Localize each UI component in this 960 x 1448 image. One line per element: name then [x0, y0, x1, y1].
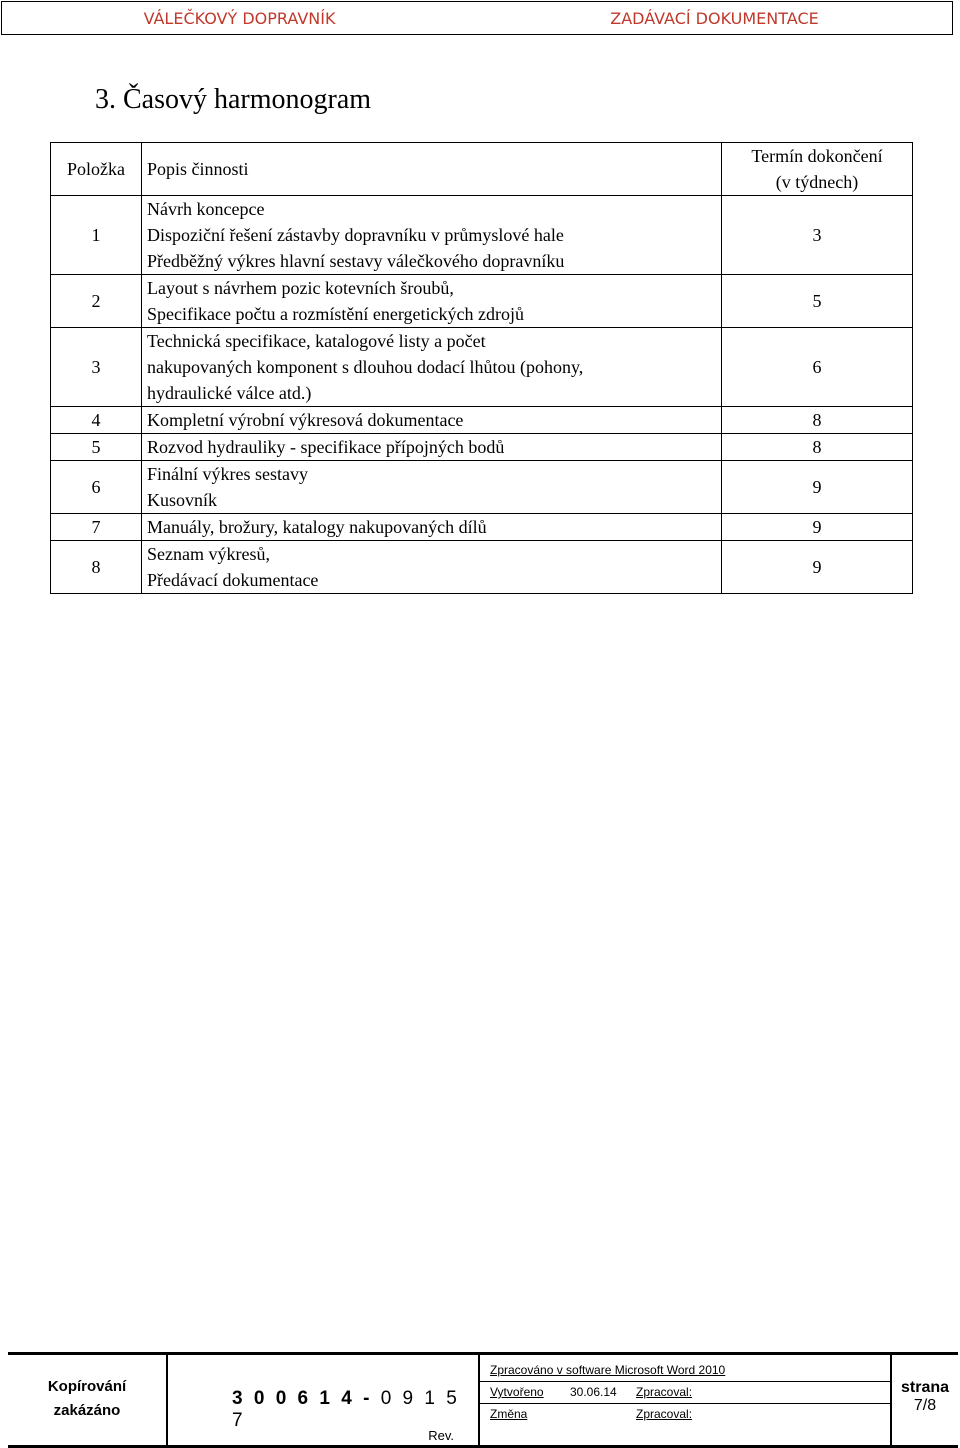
row-description — [142, 461, 722, 514]
header-left-title: VÁLEČKOVÝ DOPRAVNÍK — [143, 8, 336, 28]
table-row — [51, 541, 913, 594]
created-date: 30.06.14 — [570, 1385, 617, 1399]
header-term-line1: Termín dokončení — [751, 146, 883, 166]
schedule-table — [50, 142, 913, 594]
page-label: strana — [900, 1379, 950, 1396]
description-line: Technická specifikace, katalogové listy a počet — [147, 331, 486, 351]
row-item-number: 3 — [51, 328, 142, 407]
description-line: Seznam výkresů, — [147, 544, 270, 564]
row-description — [142, 196, 722, 275]
description-line: Dispoziční řešení zástavby dopravníku v průmyslové hale — [147, 225, 564, 245]
processed-label-1: Zpracoval: — [636, 1385, 693, 1399]
table-row — [51, 461, 913, 514]
row-weeks: 3 — [722, 196, 913, 275]
footer-page-cell — [892, 1355, 958, 1445]
section-title: 3. Časový harmonogram — [95, 84, 372, 115]
row-item-number: 6 — [51, 461, 142, 514]
table-row — [51, 328, 913, 407]
header-term-line2: (v týdnech) — [775, 172, 859, 192]
processed-label-2: Zpracoval: — [636, 1407, 693, 1421]
header-right-title: ZADÁVACÍ DOKUMENTACE — [610, 8, 819, 28]
table-row — [51, 514, 913, 541]
change-label: Změna — [490, 1407, 528, 1421]
row-description — [142, 541, 722, 594]
row-description — [142, 328, 722, 407]
row-item-number: 1 — [51, 196, 142, 275]
row-item-number: 8 — [51, 541, 142, 594]
description-line: Kusovník — [147, 490, 218, 510]
description-line: nakupovaných komponent s dlouhou dodací lhůtou (pohony, — [147, 357, 584, 377]
row-weeks: 8 — [722, 434, 913, 461]
row-description — [142, 514, 722, 541]
table-row — [51, 434, 913, 461]
page-number: 7/8 — [913, 1397, 937, 1414]
row-description — [142, 407, 722, 434]
table-row — [51, 275, 913, 328]
header-item: Položka — [51, 143, 142, 196]
table-header-row — [51, 143, 913, 196]
description-line: Návrh koncepce — [147, 199, 265, 219]
description-line: Layout s návrhem pozic kotevních šroubů, — [147, 278, 454, 298]
software-row — [480, 1359, 890, 1382]
footer-copy-cell — [8, 1355, 168, 1445]
row-item-number: 5 — [51, 434, 142, 461]
change-row — [480, 1403, 890, 1425]
row-weeks: 8 — [722, 407, 913, 434]
page-header — [1, 1, 953, 35]
table-row — [51, 407, 913, 434]
table-row — [51, 196, 913, 275]
description-line: Rozvod hydrauliky - specifikace přípojných bodů — [147, 437, 505, 457]
footer-docno-cell — [168, 1355, 480, 1445]
description-line: hydraulické válce atd.) — [147, 383, 312, 403]
page-footer — [8, 1352, 958, 1448]
description-line: Předběžný výkres hlavní sestavy válečkového dopravníku — [147, 251, 565, 271]
revision-label: Rev. — [428, 1428, 454, 1443]
row-weeks: 6 — [722, 328, 913, 407]
description-line: Manuály, brožury, katalogy nakupovaných dílů — [147, 517, 487, 537]
copy-notice-line2: zakázáno — [53, 1402, 121, 1419]
description-line: Předávací dokumentace — [147, 570, 319, 590]
row-weeks: 5 — [722, 275, 913, 328]
created-row — [480, 1381, 890, 1404]
document-number: 3 0 0 6 1 4 - 0 9 1 5 7 — [232, 1388, 460, 1431]
copy-notice-line1: Kopírování — [47, 1378, 127, 1395]
software-note: Zpracováno v software Microsoft Word 2010 — [490, 1363, 726, 1377]
row-weeks: 9 — [722, 514, 913, 541]
description-line: Specifikace počtu a rozmístění energetických zdrojů — [147, 304, 525, 324]
header-description: Popis činnosti — [142, 143, 722, 196]
row-description — [142, 434, 722, 461]
description-line: Kompletní výrobní výkresová dokumentace — [147, 410, 464, 430]
header-term — [722, 143, 913, 196]
row-weeks: 9 — [722, 541, 913, 594]
description-line: Finální výkres sestavy — [147, 464, 308, 484]
row-weeks: 9 — [722, 461, 913, 514]
row-description — [142, 275, 722, 328]
row-item-number: 4 — [51, 407, 142, 434]
row-item-number: 2 — [51, 275, 142, 328]
footer-info-cell — [480, 1355, 892, 1445]
created-label: Vytvořeno — [490, 1385, 544, 1399]
row-item-number: 7 — [51, 514, 142, 541]
